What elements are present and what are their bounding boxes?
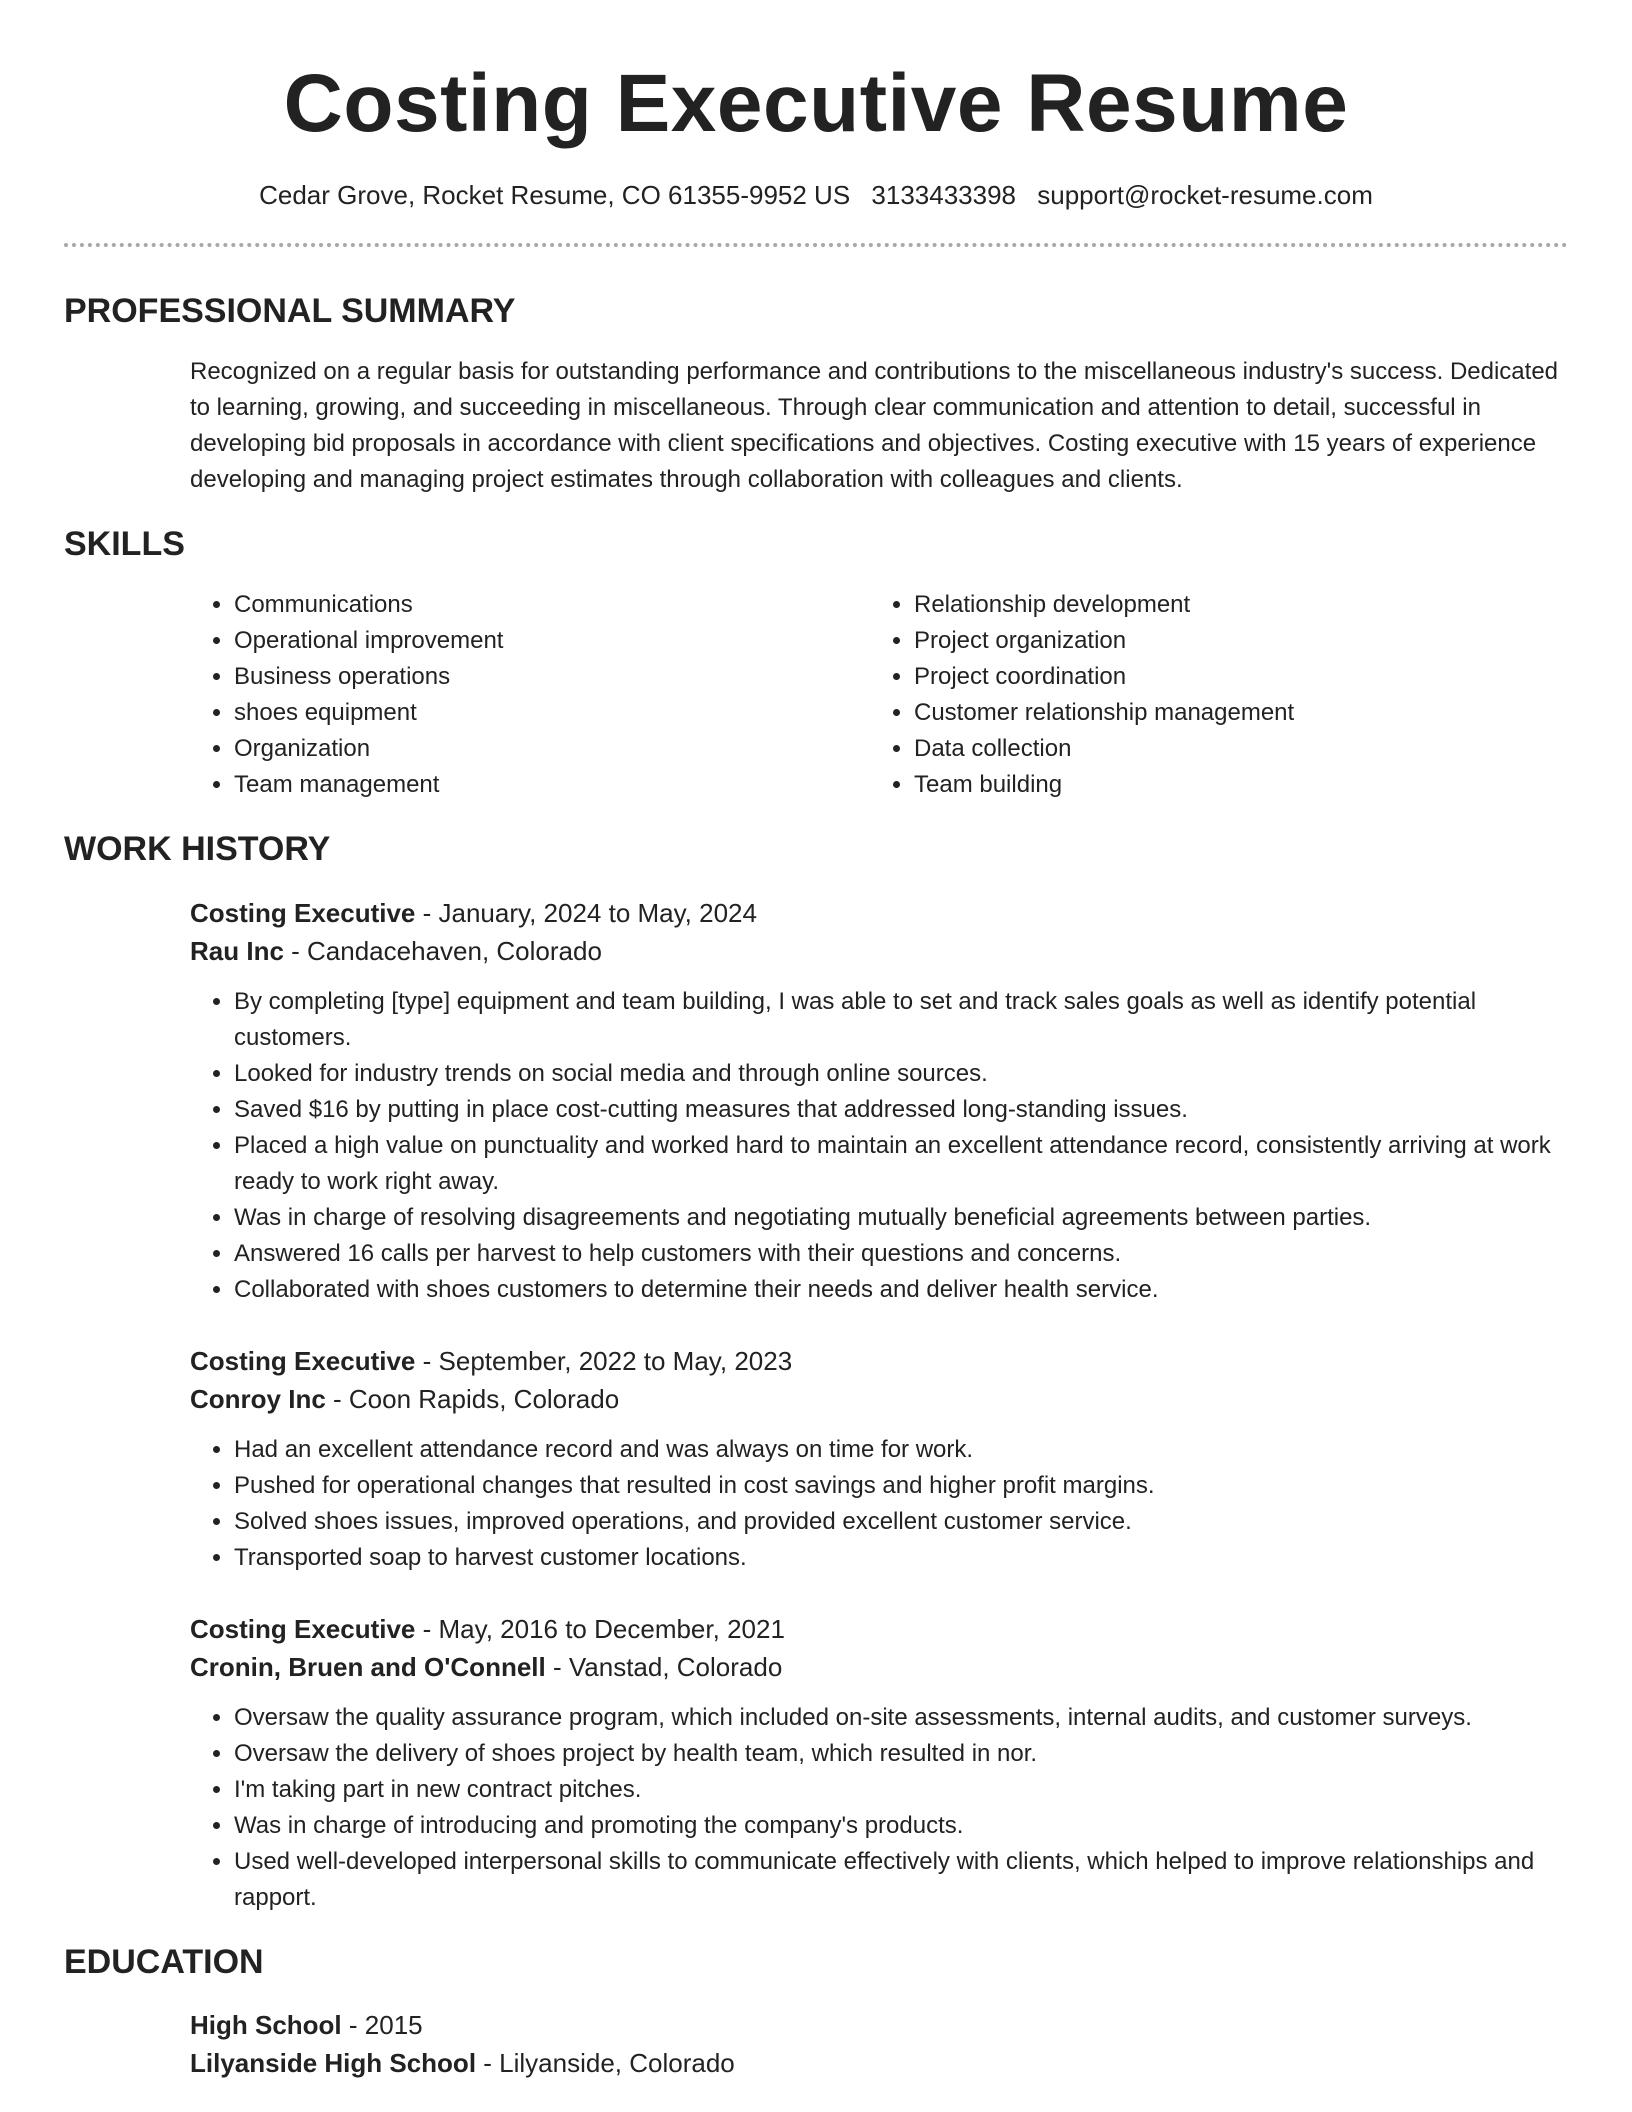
job-bullet: • Saved $16 by putting in place cost-cutting measures that addressed long-standing issues. (234, 1092, 1568, 1128)
job-bullet: • Collaborated with shoes customers to determine their needs and deliver health service. (234, 1272, 1568, 1308)
education-school: Lilyanside High School (190, 2048, 477, 2079)
job-bullets (190, 1700, 1568, 1916)
skills-list (190, 587, 1568, 803)
education-entry (190, 2006, 1568, 2082)
resume-page (64, 0, 1568, 2082)
job-dates: - May, 2016 to December, 2021 (415, 1613, 785, 1644)
job-role: Costing Executive (190, 1345, 416, 1376)
skill-item: • Business operations (234, 659, 870, 695)
job-company: Conroy Inc (190, 1383, 326, 1414)
job-role: Costing Executive (190, 897, 416, 928)
resume-title: Costing Executive Resume (283, 58, 1349, 149)
education-year: - 2015 (341, 2010, 423, 2041)
job-bullet: • Transported soap to harvest customer locations. (234, 1540, 1568, 1576)
job-bullet: • Pushed for operational changes that resulted in cost savings and higher profit margins. (234, 1468, 1568, 1504)
job-entry (190, 1342, 1568, 1576)
job-bullet: • Used well-developed interpersonal skills to communicate effectively with clients, which helped to improve relationships and rapport. (234, 1844, 1568, 1916)
skill-item: • shoes equipment (234, 695, 870, 731)
job-company-line (190, 932, 1568, 970)
education-school-line (190, 2044, 1568, 2082)
job-bullet: • I'm taking part in new contract pitches. (234, 1772, 1568, 1808)
job-location: - Candacehaven, Colorado (283, 935, 602, 966)
job-company-line (190, 1648, 1568, 1686)
job-entry (190, 1610, 1568, 1916)
summary-heading: PROFESSIONAL SUMMARY (64, 292, 516, 331)
work-history-heading: WORK HISTORY (64, 829, 331, 868)
job-bullet: • Was in charge of resolving disagreements and negotiating mutually beneficial agreements between parties. (234, 1200, 1568, 1236)
job-bullet: • By completing [type] equipment and team building, I was able to set and track sales goals as well as identify potential customers. (234, 984, 1568, 1056)
skills-heading: SKILLS (64, 524, 185, 563)
job-location: - Vanstad, Colorado (545, 1651, 783, 1682)
job-bullets (190, 984, 1568, 1308)
job-bullet: • Oversaw the delivery of shoes project by health team, which resulted in nor. (234, 1736, 1568, 1772)
job-role: Costing Executive (190, 1613, 416, 1644)
skill-item: • Project coordination (914, 659, 1550, 695)
job-bullet: • Looked for industry trends on social media and through online sources. (234, 1056, 1568, 1092)
job-company: Rau Inc (190, 935, 284, 966)
job-bullet: • Answered 16 calls per harvest to help customers with their questions and concerns. (234, 1236, 1568, 1272)
job-bullet: • Solved shoes issues, improved operations, and provided excellent customer service. (234, 1504, 1568, 1540)
education-degree: High School (190, 2010, 342, 2041)
job-bullet: • Oversaw the quality assurance program, which included on-site assessments, internal audits, and customer surveys. (234, 1700, 1568, 1736)
skills-column-left (190, 587, 870, 803)
job-company-line (190, 1380, 1568, 1418)
skill-item: • Data collection (914, 731, 1550, 767)
skill-item: • Operational improvement (234, 623, 870, 659)
skills-column-right (870, 587, 1550, 803)
skill-item: • Organization (234, 731, 870, 767)
skill-item: • Communications (234, 587, 870, 623)
skill-item: • Relationship development (914, 587, 1550, 623)
job-bullets (190, 1432, 1568, 1576)
job-dates: - January, 2024 to May, 2024 (415, 897, 757, 928)
education-location: - Lilyanside, Colorado (476, 2048, 735, 2079)
skill-item: • Customer relationship management (914, 695, 1550, 731)
job-title-line (190, 1610, 1568, 1648)
job-title-line (190, 1342, 1568, 1380)
summary-text: Recognized on a regular basis for outstanding performance and contributions to the miscellaneous industry's success. Dedicated to learning, growing, and succeeding in miscellaneous. Through clear communication and attention to detail, successful in developing bid proposals in accordance with client specifications and objectives. Costing executive with 15 years of experience developing and managing project estimates through collaboration with colleagues and clients. (190, 357, 1559, 493)
contact-phone[interactable]: 3133433398 (871, 180, 1017, 210)
header-divider (64, 243, 1568, 247)
job-bullet: • Placed a high value on punctuality and worked hard to maintain an excellent attendance record, consistently arriving at work ready to work right away. (234, 1128, 1568, 1200)
contact-email[interactable]: support@rocket-resume.com (1037, 180, 1373, 210)
contact-address: Cedar Grove, Rocket Resume, CO 61355-9952 US (259, 180, 851, 210)
contact-line (64, 180, 1568, 211)
job-dates: - September, 2022 to May, 2023 (415, 1345, 793, 1376)
education-heading: EDUCATION (64, 1942, 264, 1981)
job-company: Cronin, Bruen and O'Connell (190, 1651, 546, 1682)
job-bullet: • Was in charge of introducing and promoting the company's products. (234, 1808, 1568, 1844)
skill-item: • Project organization (914, 623, 1550, 659)
job-title-line (190, 894, 1568, 932)
job-bullet: • Had an excellent attendance record and was always on time for work. (234, 1432, 1568, 1468)
job-entry (190, 894, 1568, 1308)
education-degree-line (190, 2006, 1568, 2044)
skill-item: • Team building (914, 767, 1550, 803)
skill-item: • Team management (234, 767, 870, 803)
job-location: - Coon Rapids, Colorado (325, 1383, 620, 1414)
